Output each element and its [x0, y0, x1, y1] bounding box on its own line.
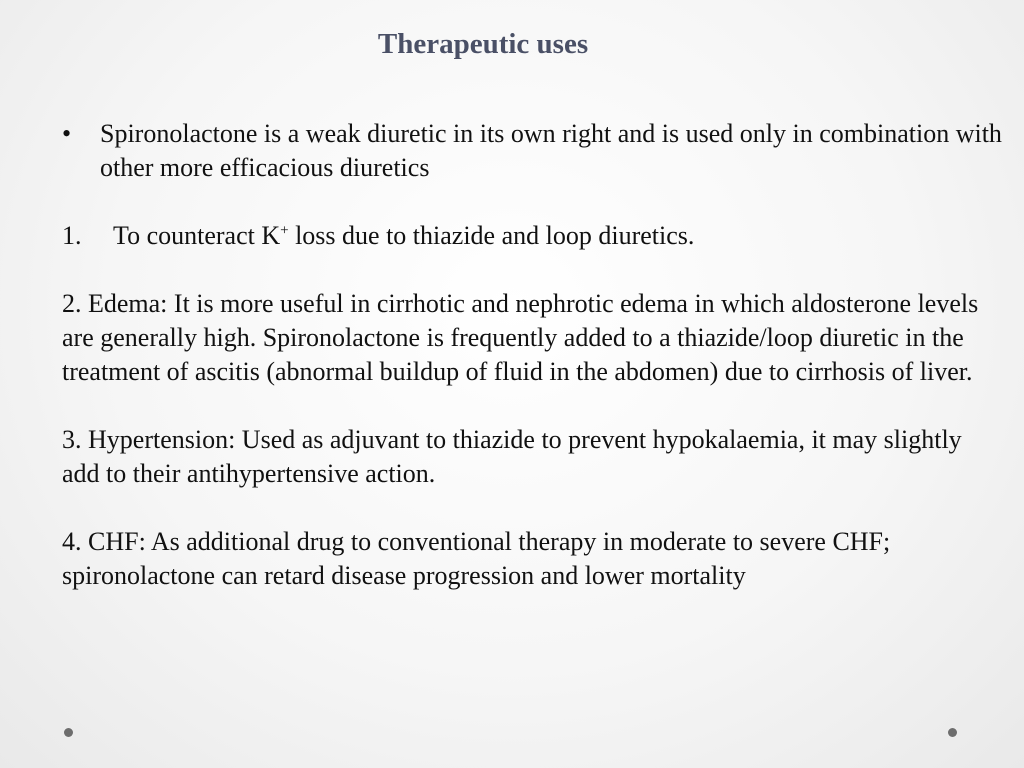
slide-title: Therapeutic uses — [377, 28, 589, 60]
item-3-paragraph: 3. Hypertension: Used as adjuvant to thiazide to prevent hypokalaemia, it may slightly add to their antihypertensive action. — [62, 425, 962, 488]
item-1-text — [113, 219, 1002, 253]
item-1-marker: 1. — [62, 221, 82, 250]
bullet-text: Spironolactone is a weak diuretic in its own right and is used only in combination with other more efficacious diuretics — [100, 119, 1002, 182]
item-1-text-before: To counteract K — [113, 221, 281, 250]
item-1-text-after: loss due to thiazide and loop diuretics. — [288, 221, 695, 250]
corner-dot-left-icon — [64, 728, 73, 737]
numbered-item-1 — [62, 219, 1002, 253]
corner-dot-right-icon — [948, 728, 957, 737]
item-4-paragraph: 4. CHF: As additional drug to conventional therapy in moderate to severe CHF; spironolactone can retard disease progression and lower mortality — [62, 527, 891, 590]
item-2-paragraph: 2. Edema: It is more useful in cirrhotic and nephrotic edema in which aldosterone levels are generally high. Spironolactone is frequently added to a thiazide/loop diuretic in the treatment of ascitis (abnormal buildup of fluid in the abdomen) due to cirrhosis of liver. — [62, 289, 979, 386]
item-1-superscript: + — [280, 222, 289, 239]
bullet-item — [62, 117, 1002, 185]
slide-content — [62, 117, 1002, 593]
bullet-icon: • — [62, 119, 72, 148]
